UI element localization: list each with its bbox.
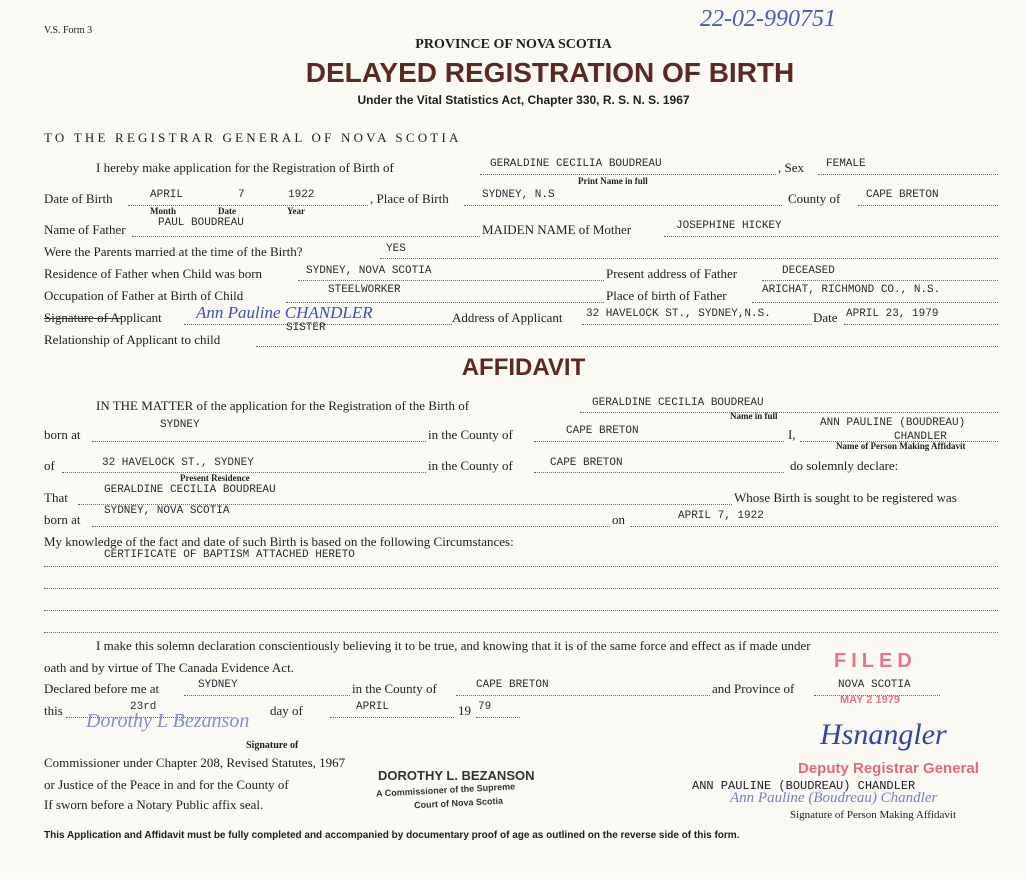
dob-year: 1922 xyxy=(288,189,315,201)
married-line xyxy=(380,244,998,259)
commissioner-stamp-name: DOROTHY L. BEZANSON xyxy=(378,768,535,783)
month-caption: Month xyxy=(150,206,177,216)
present-father-label: Present address of Father xyxy=(606,266,738,281)
pob-value: SYDNEY, N.S xyxy=(482,189,555,201)
pob-father-label: Place of birth of Father xyxy=(606,288,727,303)
married-label: Were the Parents married at the time of the Birth? xyxy=(44,244,303,259)
affiant-printed-name: ANN PAULINE (BOUDREAU) CHANDLER xyxy=(692,779,916,793)
dob-label: Date of Birth xyxy=(44,191,113,206)
this-label: this xyxy=(44,703,63,718)
county-value-1: CAPE BRETON xyxy=(566,425,639,437)
in-county-label-3: in the County of xyxy=(352,681,437,696)
county-value: CAPE BRETON xyxy=(866,189,939,201)
born-at-value: SYDNEY xyxy=(160,419,200,431)
father-label: Name of Father xyxy=(44,222,126,237)
year-caption: Year xyxy=(287,206,305,216)
justice-line: or Justice of the Peace in and for the County of xyxy=(44,777,289,792)
declared-label: Declared before me at xyxy=(44,681,160,696)
commissioner-stamp-role: A Commissioner of the Supreme xyxy=(375,781,516,799)
deputy-registrar-stamp: Deputy Registrar General xyxy=(798,760,979,777)
applicant-signature: Ann Pauline CHANDLER xyxy=(196,303,373,322)
person-caption: Name of Person Making Affidavit xyxy=(836,441,966,451)
address-label: Address of Applicant xyxy=(452,310,563,325)
relationship-value: SISTER xyxy=(286,322,326,334)
born-date: APRIL 7, 1922 xyxy=(678,510,764,522)
strike-line xyxy=(44,318,122,319)
res-father-value: SYDNEY, NOVA SCOTIA xyxy=(306,265,432,277)
i-label: I, xyxy=(788,427,796,442)
sex-label: , Sex xyxy=(778,160,804,175)
declared-at: SYDNEY xyxy=(198,679,238,691)
date-label: Date xyxy=(813,310,838,325)
solemn-line-2: oath and by virtue of The Canada Evidence Act. xyxy=(44,660,294,675)
registration-number: 22-02-990751 xyxy=(700,6,836,32)
document-title: DELAYED REGISTRATION OF BIRTH xyxy=(305,57,795,88)
province-label: and Province of xyxy=(712,681,795,696)
that-label: That xyxy=(44,490,68,505)
born-place: SYDNEY, NOVA SCOTIA xyxy=(104,505,230,517)
county-label: County of xyxy=(788,191,841,206)
born-at-line xyxy=(92,427,426,442)
child-name: GERALDINE CECILIA BOUDREAU xyxy=(490,158,662,170)
dob-day: 7 xyxy=(238,189,245,201)
in-county-label-2: in the County of xyxy=(428,458,513,473)
address-value: 32 HAVELOCK ST., SYDNEY,N.S. xyxy=(586,308,771,320)
document-subtitle: Under the Vital Statistics Act, Chapter 330, R. S. N. S. 1967 xyxy=(357,93,690,107)
day-value: 23rd xyxy=(130,701,157,713)
circumstance-line-2 xyxy=(44,574,998,589)
in-county-label-1: in the County of xyxy=(428,427,513,442)
notary-line: If sworn before a Notary Public affix seal. xyxy=(44,797,264,812)
pob-label: , Place of Birth xyxy=(370,191,449,206)
affidavit-title: AFFIDAVIT xyxy=(461,354,586,381)
county-value-2: CAPE BRETON xyxy=(550,457,623,469)
matter-name: GERALDINE CECILIA BOUDREAU xyxy=(592,397,764,409)
affiant-signature: Ann Pauline (Boudreau) Chandler xyxy=(730,790,938,806)
month-value: APRIL xyxy=(356,701,390,713)
relationship-label: Relationship of Applicant to child xyxy=(44,332,221,347)
married-value: YES xyxy=(386,243,406,255)
dob-month: APRIL xyxy=(150,189,184,201)
born-label: born at xyxy=(44,512,81,527)
that-name: GERALDINE CECILIA BOUDREAU xyxy=(104,484,276,496)
knowledge-label: My knowledge of the fact and date of such Birth is based on the following Circumstances: xyxy=(44,534,514,549)
form-number: V.S. Form 3 xyxy=(44,25,93,36)
day-of-label: day of xyxy=(270,703,303,718)
present-residence-caption: Present Residence xyxy=(180,473,250,483)
signature-label: Signature of Applicant xyxy=(44,310,162,325)
res-father-label: Residence of Father when Child was born xyxy=(44,266,263,281)
sex-value: FEMALE xyxy=(826,158,866,170)
occupation-label: Occupation of Father at Birth of Child xyxy=(44,288,244,303)
residence-value: 32 HAVELOCK ST., SYDNEY xyxy=(102,457,254,469)
whose-label: Whose Birth is sought to be registered was xyxy=(734,490,957,505)
present-father-value: DECEASED xyxy=(782,265,835,277)
father-name: PAUL BOUDREAU xyxy=(158,217,244,229)
person-name-2: CHANDLER xyxy=(894,431,947,443)
registrar-signature: Hsnangler xyxy=(820,718,947,751)
mother-name: JOSEPHINE HICKEY xyxy=(676,220,782,232)
circumstance-line-1 xyxy=(44,552,998,567)
matter-label: IN THE MATTER of the application for the Registration of the Birth of xyxy=(96,398,470,413)
pob-father-value: ARICHAT, RICHMOND CO., N.S. xyxy=(762,284,941,296)
declare-label: do solemnly declare: xyxy=(790,458,899,473)
province-heading: PROVINCE OF NOVA SCOTIA xyxy=(415,37,612,52)
month-line xyxy=(330,703,454,718)
circumstance-value: CERTIFICATE OF BAPTISM ATTACHED HERETO xyxy=(104,549,355,561)
signature-of-caption: Signature of xyxy=(246,740,299,751)
solemn-line-1: I make this solemn declaration conscientiously believing it to be true, and knowing that it is of the same force and effect as if made under xyxy=(96,638,811,653)
province-value: NOVA SCOTIA xyxy=(838,679,911,691)
mother-label: MAIDEN NAME of Mother xyxy=(482,222,632,237)
date-caption: Date xyxy=(218,206,236,216)
print-name-caption: Print Name in full xyxy=(578,176,648,186)
county-value-3: CAPE BRETON xyxy=(476,679,549,691)
date-value: APRIL 23, 1979 xyxy=(846,308,939,320)
commissioner-line: Commissioner under Chapter 208, Revised Statutes, 1967 xyxy=(44,755,346,770)
name-in-full-caption: Name in full xyxy=(730,411,778,421)
circumstance-line-3 xyxy=(44,596,998,611)
of-label: of xyxy=(44,458,55,473)
person-name: ANN PAULINE (BOUDREAU) xyxy=(820,417,966,429)
circumstance-line-4 xyxy=(44,618,998,633)
commissioner-signature: Dorothy L Bezanson xyxy=(86,710,250,732)
footer-note: This Application and Affidavit must be fully completed and accompanied by documentary proof of age as outlined on the reverse side of this form. xyxy=(44,830,740,841)
intro-label: I hereby make application for the Registration of Birth of xyxy=(96,160,394,175)
affiant-caption: Signature of Person Making Affidavit xyxy=(790,809,956,821)
relationship-line xyxy=(256,332,998,347)
occupation-value: STEELWORKER xyxy=(328,284,401,296)
commissioner-stamp-court: Court of Nova Scotia xyxy=(413,795,504,811)
year-suffix: 79 xyxy=(478,701,492,713)
born-at-label: born at xyxy=(44,427,81,442)
year-prefix: 19 xyxy=(458,703,471,718)
on-label: on xyxy=(612,512,625,527)
filed-date: MAY 2 1979 xyxy=(840,694,900,706)
filed-stamp: FILED xyxy=(834,650,917,672)
addressee: TO THE REGISTRAR GENERAL OF NOVA SCOTIA xyxy=(44,130,462,145)
